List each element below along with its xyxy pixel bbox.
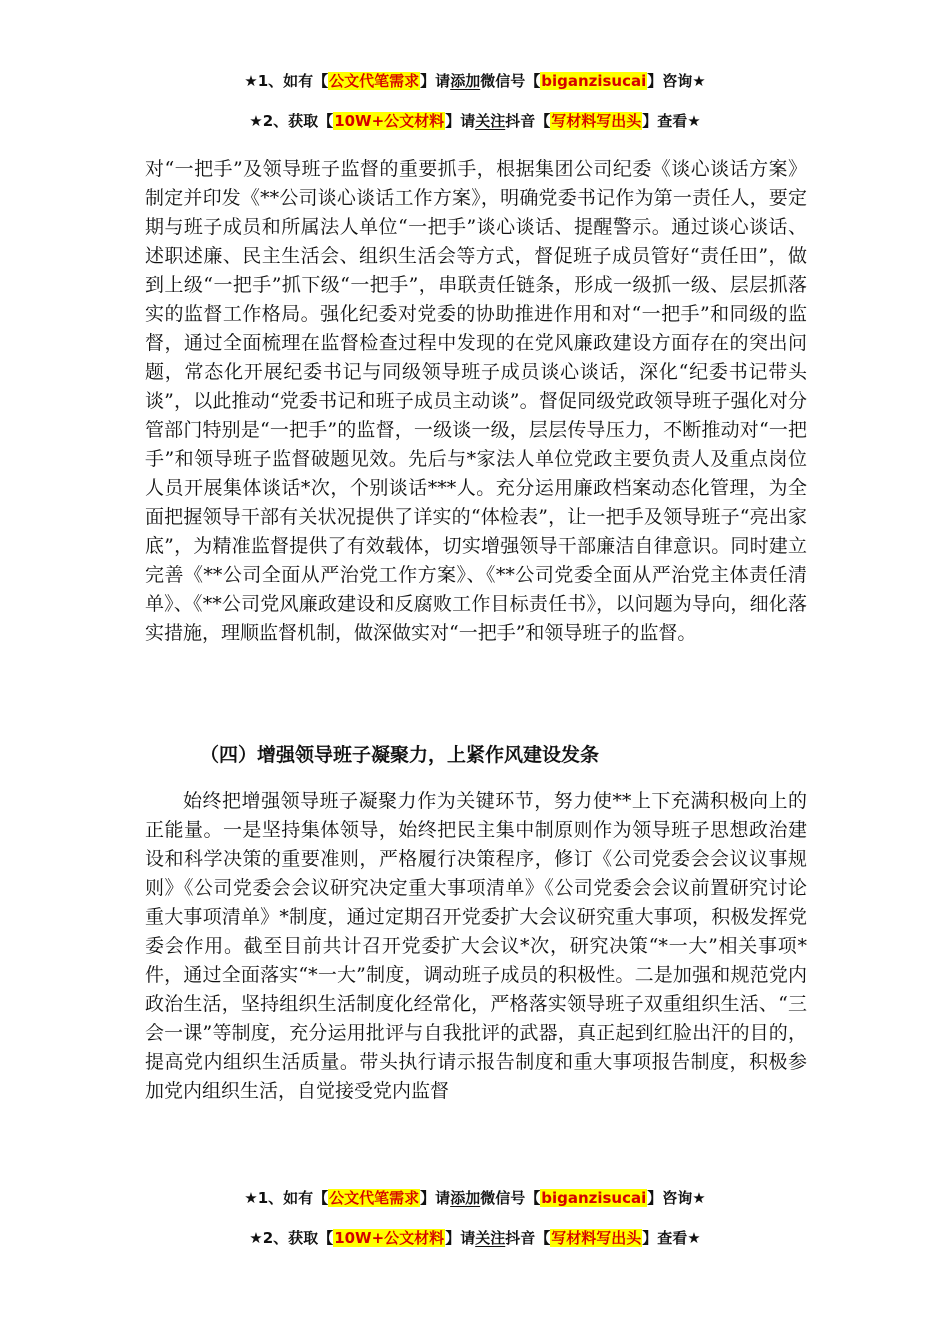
promo-prefix: ★2、获取【	[249, 112, 334, 130]
promo-suffix: 】查看★	[642, 112, 701, 130]
promo-prefix: ★2、获取【	[249, 1229, 334, 1247]
promo-highlight-materials: 10W+公文材料	[334, 112, 445, 130]
promo-highlight-materials: 10W+公文材料	[334, 1229, 445, 1247]
promo-highlight-service: 公文代笔需求	[329, 72, 420, 90]
promo-prefix: ★1、如有【	[244, 1189, 329, 1207]
promo-text: 】请	[445, 112, 476, 130]
promo-text: 】请	[420, 72, 451, 90]
footer-promo-line-1	[0, 1187, 950, 1209]
promo-prefix: ★1、如有【	[244, 72, 329, 90]
promo-text: 抖音【	[505, 1229, 551, 1247]
header-promo-line-2	[0, 110, 950, 132]
promo-follow-link[interactable]: 关注	[475, 1229, 506, 1247]
promo-douyin-id: 写材料写出头	[551, 1229, 642, 1247]
promo-douyin-id: 写材料写出头	[551, 112, 642, 130]
promo-suffix: 】查看★	[642, 1229, 701, 1247]
promo-wechat-id: biganzisucai	[541, 1189, 647, 1207]
header-promo-line-1	[0, 70, 950, 92]
promo-text: 微信号【	[480, 72, 541, 90]
promo-text: 】请	[420, 1189, 451, 1207]
promo-add-link[interactable]: 添加	[450, 72, 481, 90]
promo-text: 微信号【	[480, 1189, 541, 1207]
promo-text: 】请	[445, 1229, 476, 1247]
promo-highlight-service: 公文代笔需求	[329, 1189, 420, 1207]
section-heading: （四）增强领导班子凝聚力，上紧作风建设发条	[200, 744, 600, 766]
body-paragraph-1: 对“一把手”及领导班子监督的重要抓手，根据集团公司纪委《谈心谈话方案》制定并印发《**公司谈心谈话工作方案》，明确党委书记作为第一责任人，要定期与班子成员和所属法人单位“一把手”谈心谈话、提醒警示。通过谈心谈话、述职述廉、民主生活会、组织生活会等方式，督促班子成员管好“责任田”，做到上级“一把手”抓下级“一把手”，串联责任链条，形成一级抓一级、层层抓落实的监督工作格局。强化纪委对党委的协助推进作用和对“一把手”和同级的监督，通过全面梳理在监督检查过程中发现的在党风廉政建设方面存在的突出问题，常态化开展纪委书记与同级领导班子成员谈心谈话，深化“纪委书记带头谈”，以此推动“党委书记和班子成员主动谈”。督促同级党政领导班子强化对分管部门特别是“一把手”的监督，一级谈一级，层层传导压力，不断推动对“一把手”和领导班子监督破题见效。先后与*家法人单位党政主要负责人及重点岗位人员开展集体谈话*次，个别谈话***人。充分运用廉政档案动态化管理，为全面把握领导干部有关状况提供了详实的“体检表”，让一把手及领导班子“亮出家底”，为精准监督提供了有效载体，切实增强领导干部廉洁自律意识。同时建立完善《**公司全面从严治党工作方案》、《**公司党委全面从严治党主体责任清单》、《**公司党风廉政建设和反腐败工作目标责任书》，以问题为导向，细化落实措施，理顺监督机制，做深做实对“一把手”和领导班子的监督。	[145, 158, 807, 644]
promo-add-link[interactable]: 添加	[450, 1189, 481, 1207]
footer-promo-line-2	[0, 1227, 950, 1249]
promo-suffix: 】咨询★	[647, 1189, 706, 1207]
promo-wechat-id: biganzisucai	[541, 72, 647, 90]
promo-suffix: 】咨询★	[647, 72, 706, 90]
body-paragraph-2: 始终把增强领导班子凝聚力作为关键环节，努力使**上下充满积极向上的正能量。一是坚持集体领导，始终把民主集中制原则作为领导班子思想政治建设和科学决策的重要准则，严格履行决策程序，修订《公司党委会会议议事规则》《公司党委会会议研究决定重大事项清单》《公司党委会会议前置研究讨论重大事项清单》*制度，通过定期召开党委扩大会议研究重大事项，积极发挥党委会作用。截至目前共计召开党委扩大会议*次，研究决策“*一大”相关事项*件，通过全面落实“*一大”制度，调动班子成员的积极性。二是加强和规范党内政治生活，坚持组织生活制度化经常化，严格落实领导班子双重组织生活、“三会一课”等制度，充分运用批评与自我批评的武器，真正起到红脸出汗的目的，提高党内组织生活质量。带头执行请示报告制度和重大事项报告制度，积极参加党内组织生活，自觉接受党内监督	[145, 790, 807, 1102]
promo-text: 抖音【	[505, 112, 551, 130]
promo-follow-link[interactable]: 关注	[475, 112, 506, 130]
